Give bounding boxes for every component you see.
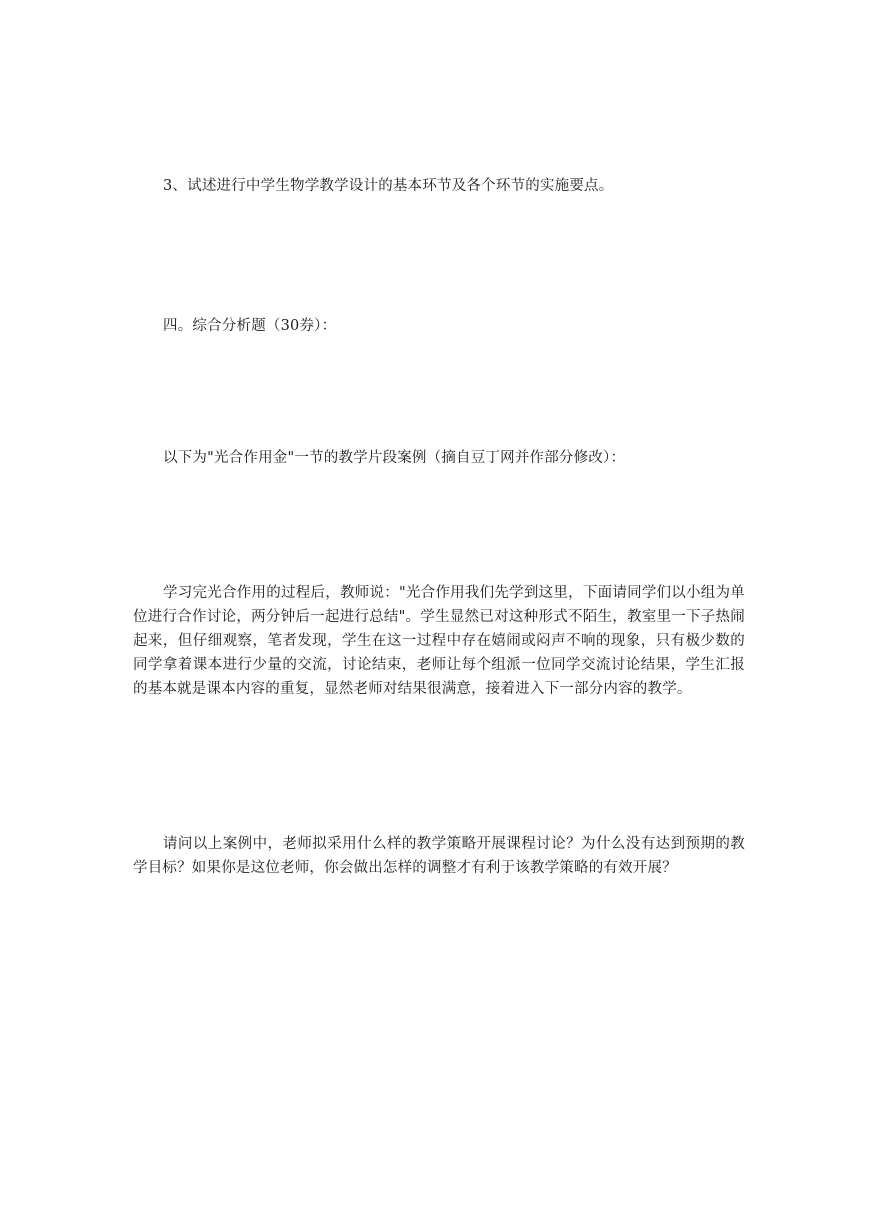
case-intro-text: 以下为"光合作用金"一节的教学片段案例（摘自豆丁网并作部分修改）：	[163, 450, 626, 466]
case-description-paragraph: 学习完光合作用的过程后，教师说："光合作用我们先学到这里，下面请同学们以小组为单位进行合作讨论，两分钟后一起进行总结"。学生显然已对这种形式不陌生，教室里一下子热闹起来，但仔细观察，笔者发现，学生在这一过程中存在嬉闹或闷声不响的现象，只有极少数的同学拿着课本进行少量的交流，讨论结束，老师让每个组派一位同学交流讨论结果，学生汇报的基本就是课本内容的重复，显然老师对结果很满意，接着进入下一部分内容的教学。	[133, 585, 745, 697]
section-4-heading: 四。综合分析题（30券）：	[163, 318, 337, 334]
question-3-text: 3、试述进行中学生物学教学设计的基本环节及各个环节的实施要点。	[163, 178, 614, 194]
analysis-question-paragraph: 请问以上案例中，老师拟采用什么样的教学策略开展课程讨论？为什么没有达到预期的教学目标？如果你是这位老师，你会做出怎样的调整才有利于该教学策略的有效开展？	[133, 836, 745, 876]
